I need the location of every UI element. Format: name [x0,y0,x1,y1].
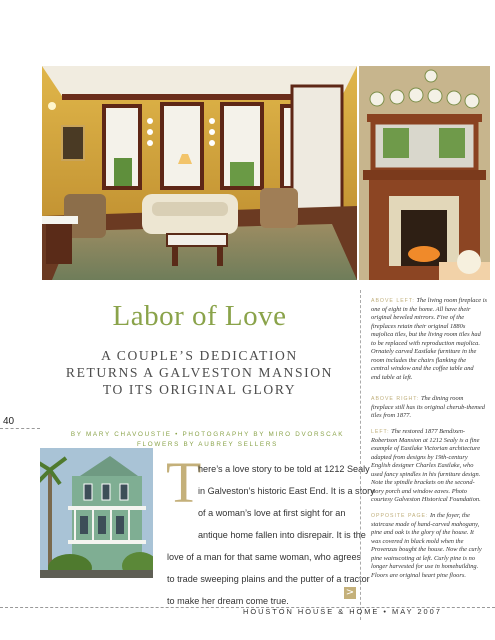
caption-label: OPPOSITE PAGE: [371,513,429,519]
byline [60,430,355,450]
deck-line: RETURNS A GALVESTON MANSION [65,365,334,380]
byline-authors: BY MARY CHAVOUSTIE • PHOTOGRAPHY BY MIRO DVORSCAK [70,431,345,438]
caption-line: Provenzas bought the house. Now the curly [371,546,482,553]
continue-arrow-icon: > [345,587,355,598]
byline-flowers: FLOWERS BY AUBREY SELLERS [137,441,278,448]
body-line: to trade sweeping plains and the putter of a tractor [167,574,370,584]
body-line: to make her dream come true. [167,596,289,606]
caption-line: end table at left. [371,373,413,381]
caption-above-left [371,297,493,382]
caption-line: room includes the chairs flanking the [371,356,467,364]
deck-line: A COUPLE’S DEDICATION [101,348,298,363]
caption-label: ABOVE RIGHT: [371,396,420,402]
caption-line: story porch and window eaves. Photo [371,487,467,495]
caption-line: central window and the coffee table and [371,365,474,372]
caption-line: tiles from 1877. [371,412,412,419]
caption-line: was covered in black mold when the [371,537,464,545]
body-line: of a woman’s love at first sight for an [198,508,346,518]
caption-line: fireplaces retain their original 1880s [371,322,466,330]
caption-line: Robertson Mansion at 1212 Sealy is a fine [371,436,480,444]
caption-label: ABOVE LEFT: [371,298,415,304]
caption-left [371,428,493,505]
caption-line: The living room fireplace is [416,297,488,304]
page-number: 40 [3,416,15,427]
caption-line: courtesy Galveston Historical Foundation. [371,496,481,503]
caption-line: adapted from designs by 19th-century [371,453,468,461]
dining-room-fireplace-photo [359,66,490,280]
body-line: antique home fallen into disrepair. It is the [198,530,366,540]
caption-divider [360,290,361,620]
deck-line: TO ITS ORIGINAL GLORY [102,382,297,397]
caption-label: LEFT: [371,429,390,435]
caption-opposite-page [371,512,493,580]
caption-line: majolica tiles, but the living room tiles had [371,331,481,338]
footer-publication: HOUSTON HOUSE & HOME • MAY 2007 [243,607,442,616]
caption-line: to be replaced with reproduction majolica. [371,339,480,347]
caption-line: In the foyer, the [430,512,470,519]
page-number-rule [0,428,40,429]
body-line: here’s a love story to be told at 1212 Sealy [198,464,370,474]
caption-line: Note the spindle brackets on the second- [371,479,475,486]
caption-line: longer harvested for use in homebuilding. [371,563,479,570]
caption-line: fireplace still has its original cherub-themed [371,403,485,411]
caption-above-right [371,395,493,421]
caption-line: pine and oak is the glory of the house. It [371,529,474,536]
article-deck [42,347,357,398]
body-line: in Galveston’s historic East End. It is a story [198,486,375,496]
caption-line: one of eight in the home. All have their [371,305,471,313]
caption-line: English designer Charles Eastlake, who [371,462,474,469]
caption-line: example of Eastlake Victorian architecture [371,445,481,452]
caption-line: The restored 1877 Bendixen- [391,428,466,435]
caption-line: Ornately carved Eastlake furniture in the [371,348,477,355]
article-title: Labor of Love [112,300,287,332]
caption-line: pine wainscoting at left. Curly pine is no [371,554,476,562]
caption-line: Floors are original heart pine floors. [371,571,466,579]
caption-line: The dining room [420,395,464,402]
mansion-exterior-photo [40,448,153,578]
living-room-photo [42,66,357,280]
drop-cap: T [166,450,202,515]
caption-line: used fancy spindles in his furniture design. [371,470,481,478]
caption-line: staircase made of hand-carved mahogany, [371,520,480,528]
caption-line: original beveled mirrors. Five of the [371,314,465,321]
body-line: love of a man for that same woman, who agrees [167,552,362,562]
